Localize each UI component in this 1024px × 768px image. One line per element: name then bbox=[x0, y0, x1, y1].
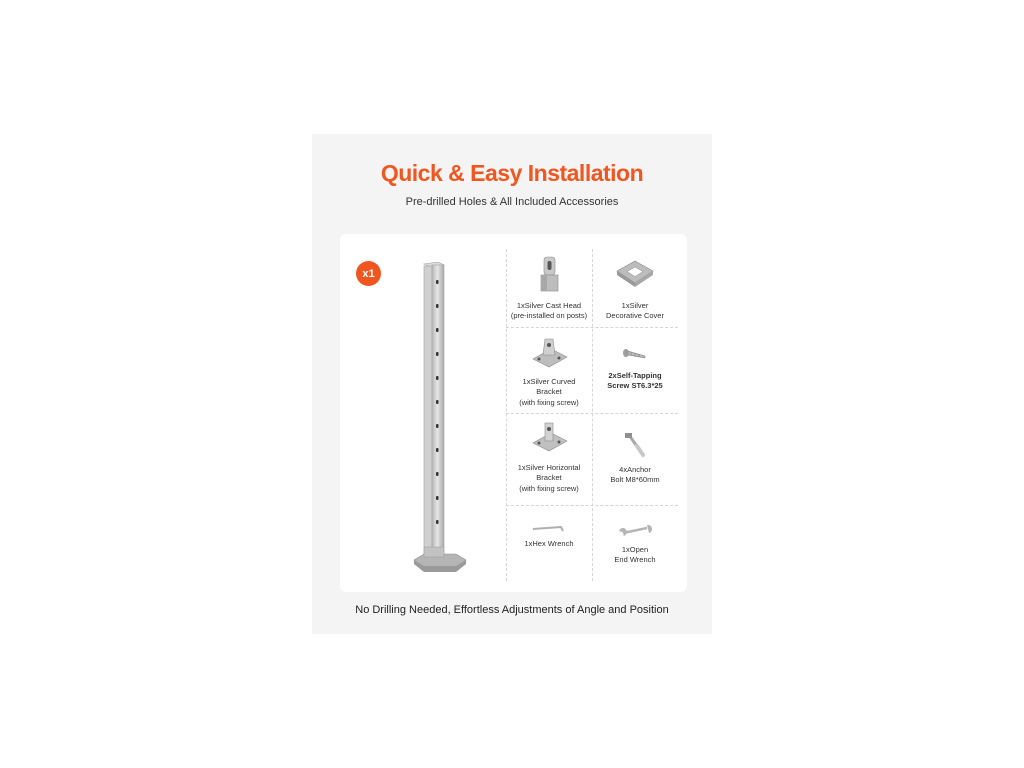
page-subtitle: Pre-drilled Holes & All Included Accessories bbox=[405, 196, 619, 208]
accessory-label: 2xSelf-Tapping Screw ST6.3*25 bbox=[607, 370, 663, 390]
accessory-horizontal-bracket bbox=[506, 419, 592, 494]
accessory-curved-bracket bbox=[506, 333, 592, 408]
accessory-hex-wrench bbox=[506, 519, 592, 549]
accessory-label: 1xOpen End Wrench bbox=[614, 544, 656, 564]
accessory-label: 1xSilver Decorative Cover bbox=[606, 300, 664, 320]
railing-post-icon bbox=[400, 262, 470, 577]
contents-card bbox=[340, 234, 687, 592]
page-title: Quick & Easy Installation bbox=[380, 160, 644, 186]
decorative-cover-icon bbox=[613, 253, 657, 297]
accessory-anchor-bolt bbox=[592, 429, 678, 486]
hex-wrench-icon bbox=[527, 519, 571, 535]
accessory-label: 1xSilver Cast Head (pre-installed on posts) bbox=[510, 300, 588, 320]
accessory-label: 1xHex Wrench bbox=[524, 538, 574, 548]
open-end-wrench-icon bbox=[613, 519, 657, 541]
self-tapping-screw-icon bbox=[615, 343, 655, 367]
anchor-bolt-icon bbox=[615, 429, 655, 461]
accessory-label: 1xSilver Curved Bracket (with fixing screw) bbox=[519, 376, 579, 407]
curved-bracket-icon bbox=[527, 333, 571, 373]
footer-caption: No Drilling Needed, Effortless Adjustments of Angle and Position bbox=[355, 604, 669, 616]
accessories-grid bbox=[506, 249, 678, 581]
accessory-self-tapping-screw bbox=[592, 343, 678, 392]
accessory-decorative-cover bbox=[592, 253, 678, 322]
accessory-label: 4xAnchor Bolt M8*60mm bbox=[610, 464, 660, 484]
horizontal-bracket-icon bbox=[527, 419, 571, 459]
quantity-badge: x1 bbox=[356, 261, 381, 286]
installation-panel bbox=[312, 134, 712, 634]
accessory-open-end-wrench bbox=[592, 519, 678, 566]
accessory-label: 1xSilver Horizontal Bracket (with fixing screw) bbox=[517, 462, 581, 493]
cast-head-icon bbox=[529, 253, 569, 297]
accessory-cast-head bbox=[506, 253, 592, 322]
